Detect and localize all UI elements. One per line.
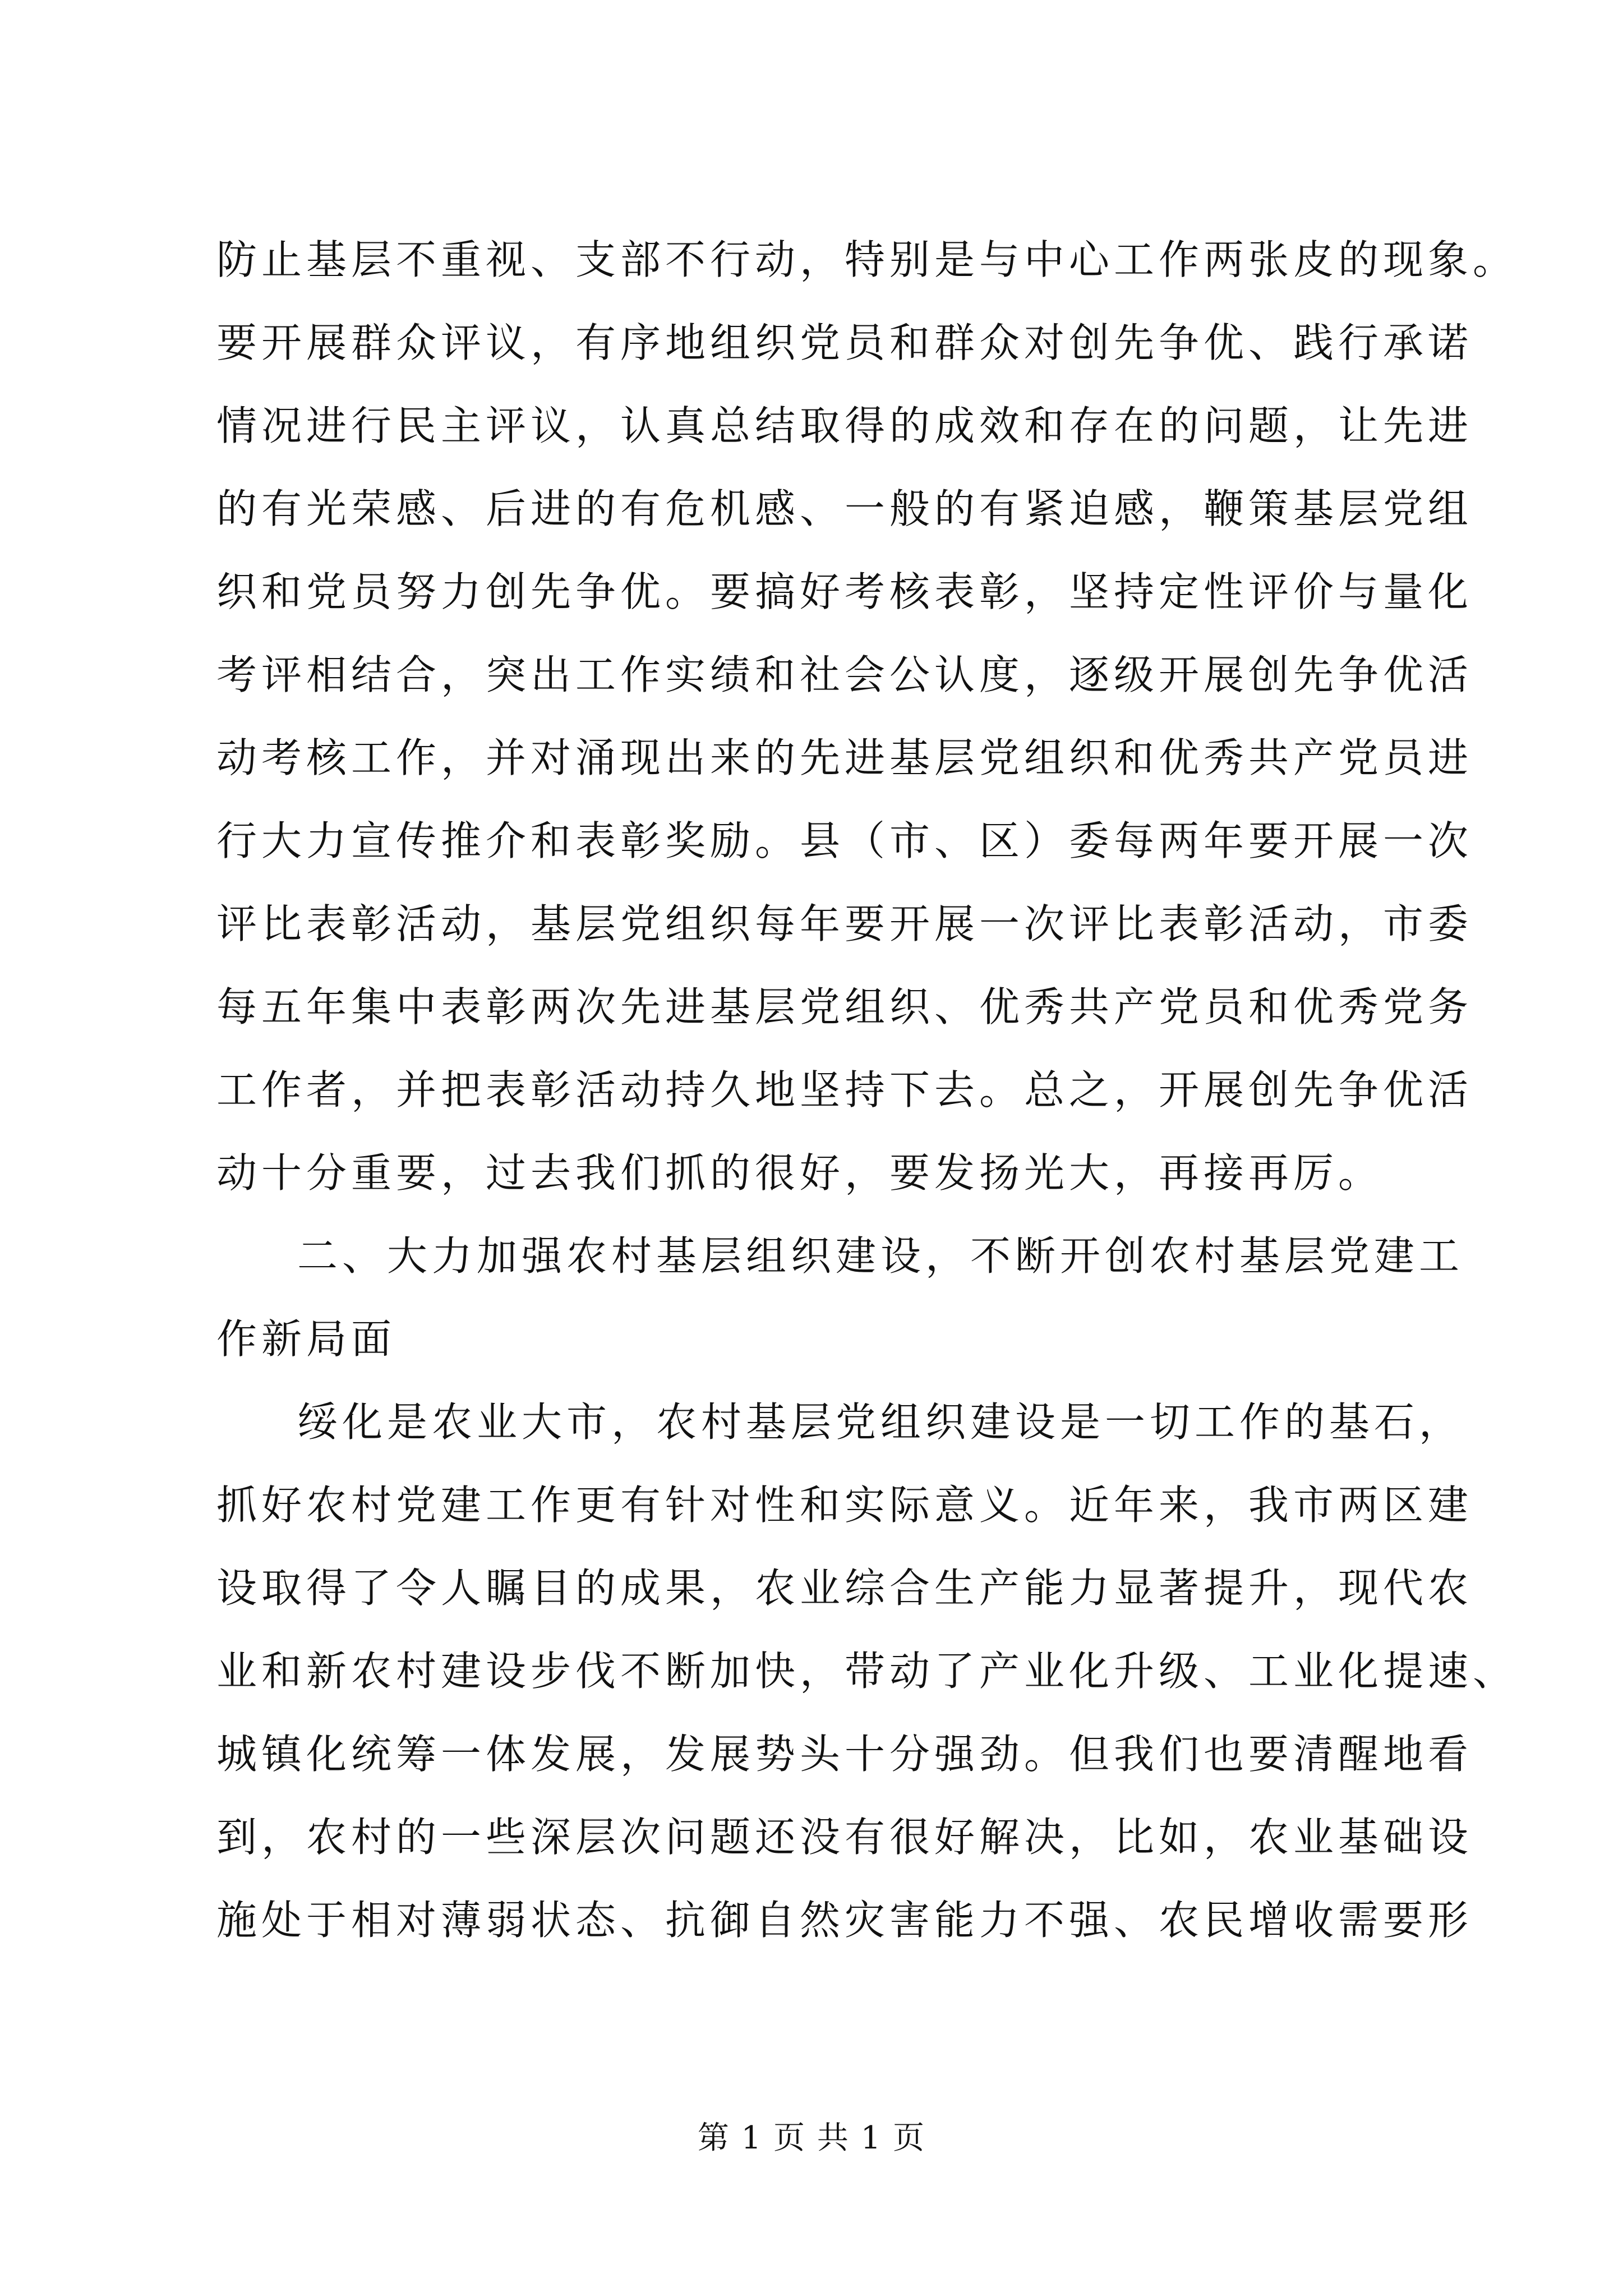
text-line: 每五年集中表彰两次先进基层党组织、优秀共产党员和优秀党务 — [216, 983, 1473, 1030]
text-line: 织和党员努力创先争优。要搞好考核表彰，坚持定性评价与量化 — [216, 568, 1473, 615]
section-heading-line: 二、大力加强农村基层组织建设，不断开创农村基层党建工 — [297, 1232, 1464, 1280]
text-line: 防止基层不重视、支部不行动，特别是与中心工作两张皮的现象。 — [216, 236, 1518, 283]
text-line: 城镇化统筹一体发展，发展势头十分强劲。但我们也要清醒地看 — [216, 1731, 1473, 1778]
text-line: 工作者，并把表彰活动持久地坚持下去。总之，开展创先争优活 — [216, 1066, 1473, 1114]
text-line: 业和新农村建设步伐不断加快，带动了产业化升级、工业化提速、 — [216, 1648, 1518, 1695]
text-line: 的有光荣感、后进的有危机感、一般的有紧迫感，鞭策基层党组 — [216, 485, 1473, 532]
text-line: 设取得了令人瞩目的成果，农业综合生产能力显著提升，现代农 — [216, 1565, 1473, 1612]
text-line: 评比表彰活动，基层党组织每年要开展一次评比表彰活动，市委 — [216, 900, 1473, 947]
paragraph-first-line: 绥化是农业大市，农村基层党组织建设是一切工作的基石， — [297, 1398, 1464, 1446]
text-line: 考评相结合，突出工作实绩和社会公认度，逐级开展创先争优活 — [216, 651, 1473, 698]
text-line: 到，农村的一些深层次问题还没有很好解决，比如，农业基础设 — [216, 1814, 1473, 1861]
text-line: 抓好农村党建工作更有针对性和实际意义。近年来，我市两区建 — [216, 1481, 1473, 1529]
text-line: 动十分重要，过去我们抓的很好，要发扬光大，再接再厉。 — [216, 1149, 1384, 1197]
text-line: 情况进行民主评议，认真总结取得的成效和存在的问题，让先进 — [216, 402, 1473, 449]
text-line: 要开展群众评议，有序地组织党员和群众对创先争优、践行承诺 — [216, 319, 1473, 366]
page-footer: 第 1 页 共 1 页 — [697, 2120, 926, 2156]
text-line: 施处于相对薄弱状态、抗御自然灾害能力不强、农民增收需要形 — [216, 1897, 1473, 1944]
section-heading-line: 作新局面 — [216, 1315, 396, 1363]
text-line: 行大力宣传推介和表彰奖励。县（市、区）委每两年要开展一次 — [216, 817, 1473, 864]
text-line: 动考核工作，并对涌现出来的先进基层党组织和优秀共产党员进 — [216, 734, 1473, 781]
